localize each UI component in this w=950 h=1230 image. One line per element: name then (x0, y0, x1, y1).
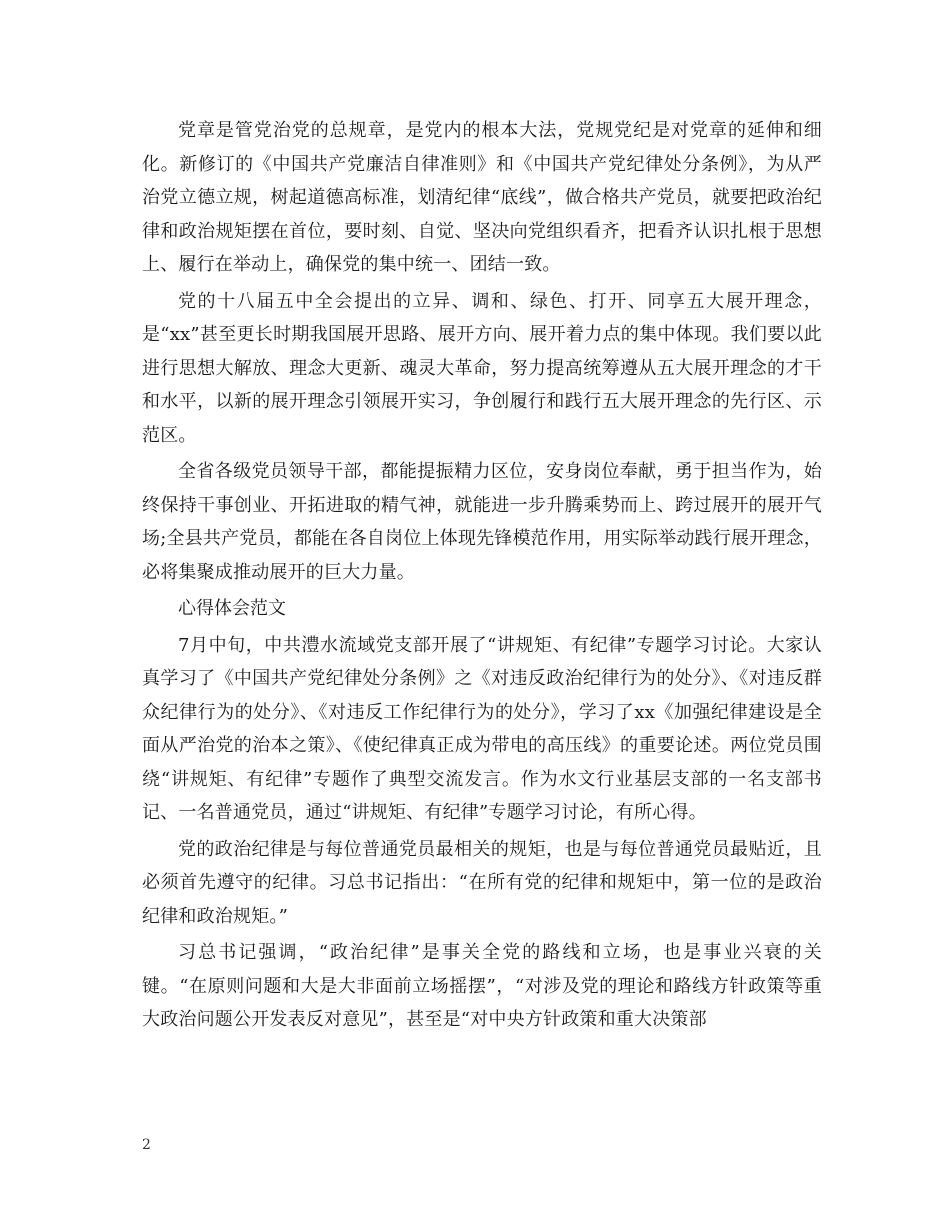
paragraph-party-constitution: 党章是管党治党的总规章，是党内的根本大法，党规党纪是对党章的延伸和细化。新修订的《中国共产党廉洁自律准则》和《中国共产党纪律处分条例》，为从严治党立德立规，树起道德高标准，划清纪律“底线”，做合格共产党员，就要把政治纪律和政治规矩摆在首位，要时刻、自觉、坚决向党组织看齐，把看齐认识扎根于思想上、履行在举动上，确保党的集中统一、团结一致。 (142, 120, 822, 275)
document-body (142, 114, 822, 1040)
page-number: 2 (142, 1137, 151, 1153)
paragraph-party-cadres: 全省各级党员领导干部，都能提振精力区位，安身岗位奉献，勇于担当作为，始终保持干事创业、开拓进取的精气神，就能进一步升腾乘势而上、跨过展开的展开气场;全县共产党员，都能在各自岗位上体现先锋模范作用，用实际举动践行展开理念，必将集聚成推动展开的巨大力量。 (142, 461, 822, 583)
paragraph-five-concepts: 党的十八届五中全会提出的立异、调和、绿色、打开、同享五大展开理念，是“xx”甚至更长时期我国展开思路、展开方向、展开着力点的集中体现。我们要以此进行思想大解放、理念大更新、魂灵大革命，努力提高统筹遵从五大展开理念的才干和水平，以新的展开理念引领展开实习，争创履行和践行五大展开理念的先行区、示范区。 (142, 290, 822, 446)
paragraph-study-discussion: 7月中旬，中共澧水流域党支部开展了“讲规矩、有纪律”专题学习讨论。大家认真学习了《中国共产党纪律处分条例》之《对违反政治纪律行为的处分》、《对违反群众纪律行为的处分》、《对违反工作纪律行为的处分》，学习了xx《加强纪律建设是全面从严治党的治本之策》、《使纪律真正成为带电的高压线》的重要论述。两位党员围绕“讲规矩、有纪律”专题作了典型交流发言。作为水文行业基层支部的一名支部书记、一名普通党员，通过“讲规矩、有纪律”专题学习讨论，有所心得。 (142, 634, 822, 823)
section-heading: 心得体会范文 (178, 598, 286, 619)
paragraph-xi-emphasis: 习总书记强调，“政治纪律”是事关全党的路线和立场，也是事业兴衰的关键。“在原则问题和大是大非面前立场摇摆”，“对涉及党的理论和路线方针政策等重大政治问题公开发表反对意见”，甚至是“对中央方针政策和重大决策部 (142, 942, 822, 1030)
paragraph-political-discipline: 党的政治纪律是与每位普通党员最相关的规矩，也是与每位普通党员最贴近，且必须首先遵守的纪律。习总书记指出：“在所有党的纪律和规矩中，第一位的是政治纪律和政治规矩。” (142, 838, 822, 927)
